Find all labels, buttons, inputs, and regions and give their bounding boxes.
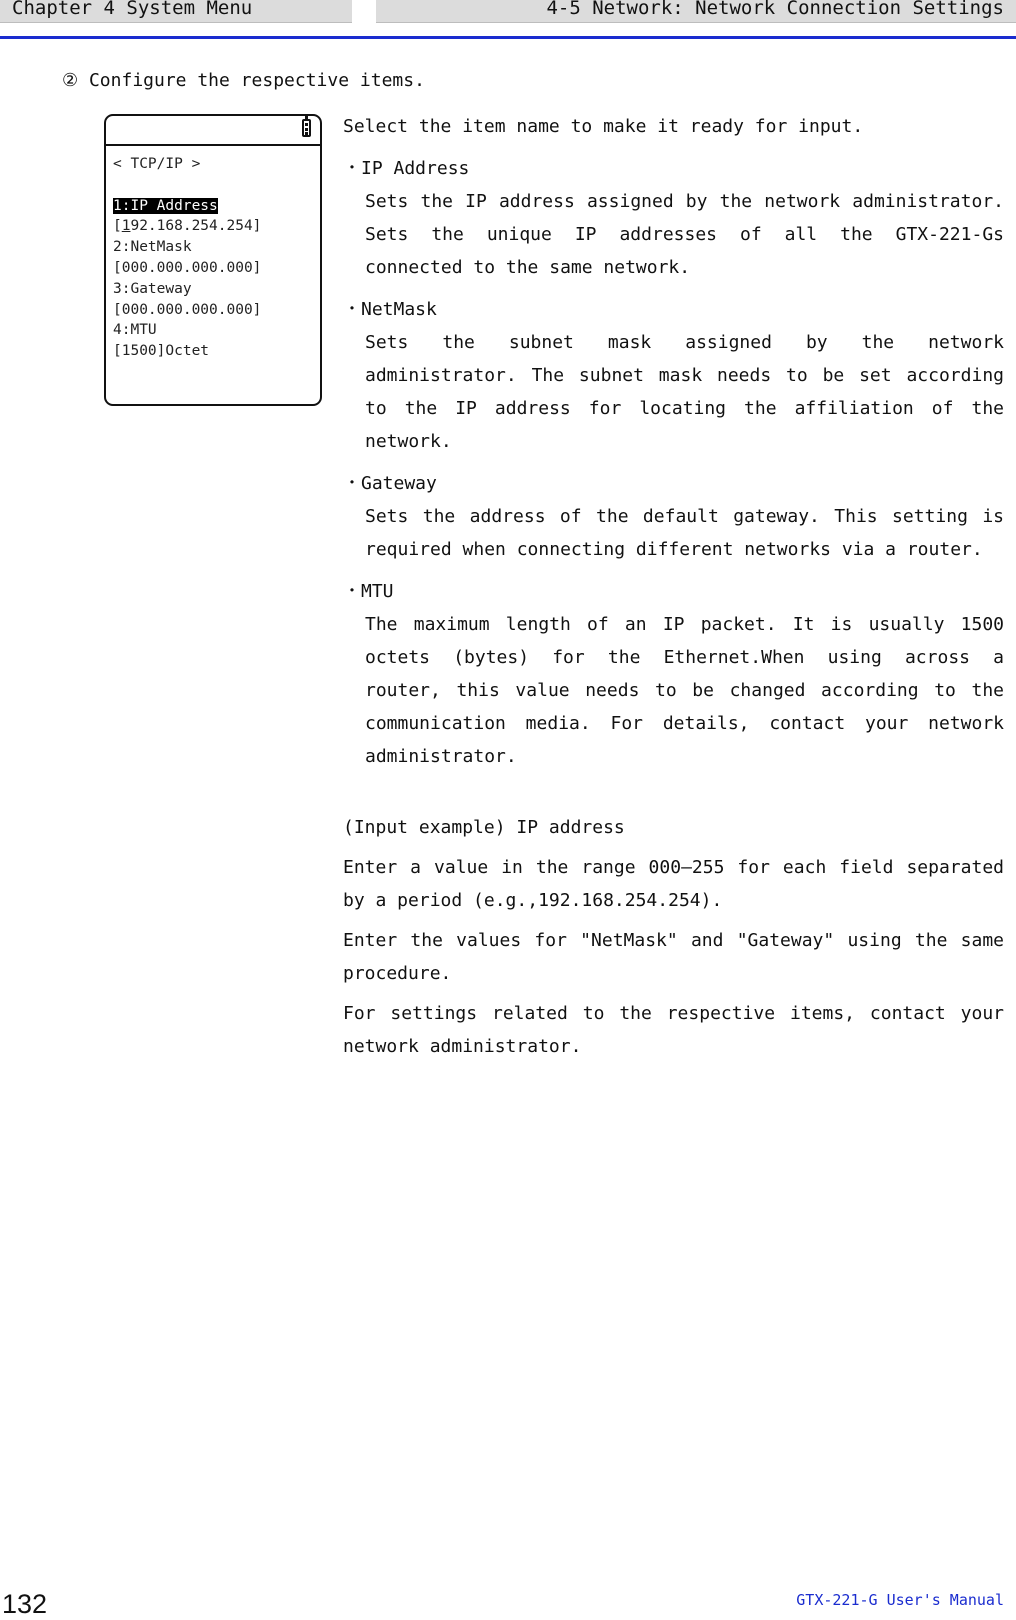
input-example-paragraph-1: Enter a value in the range 000–255 for each field separated by a period (e.g.,192.168.254.254). bbox=[343, 857, 1004, 911]
step-instruction: ② Configure the respective items. bbox=[62, 70, 425, 91]
header-left-tab bbox=[0, 0, 352, 23]
body-text bbox=[343, 110, 1004, 1063]
input-example-paragraph-2: Enter the values for "NetMask" and "Gateway" using the same procedure. bbox=[343, 930, 1004, 984]
gateway-heading: ・Gateway bbox=[343, 473, 437, 494]
intro-text: Select the item name to make it ready for input. bbox=[343, 116, 864, 137]
page-header bbox=[0, 0, 1016, 39]
mtu-heading: ・MTU bbox=[343, 581, 394, 602]
chapter-title: Chapter 4 System Menu bbox=[12, 0, 253, 19]
menu-item-netmask: 2:NetMask bbox=[113, 239, 192, 256]
menu-item-ip-address: 1:IP Address bbox=[113, 197, 218, 214]
section-title: 4-5 Network: Network Connection Settings bbox=[546, 0, 1004, 19]
device-status-bar bbox=[106, 116, 320, 146]
ip-address-heading: ・IP Address bbox=[343, 158, 470, 179]
ip-address-description: Sets the IP address assigned by the network administrator. Sets the unique IP addresses of all the GTX-221-Gs connected to the same network. bbox=[365, 191, 1004, 278]
input-example-heading: (Input example) IP address bbox=[343, 817, 625, 838]
gateway-description: Sets the address of the default gateway. This setting is required when connecting different networks via a router. bbox=[365, 506, 1004, 560]
gateway-value: [000.000.000.000] bbox=[113, 301, 262, 318]
input-cursor: 1 bbox=[121, 218, 131, 235]
menu-item-gateway: 3:Gateway bbox=[113, 280, 192, 297]
input-example-paragraph-3: For settings related to the respective items, contact your network administrator. bbox=[343, 1003, 1004, 1057]
spacer bbox=[343, 773, 1004, 811]
device-screen-text bbox=[113, 154, 261, 362]
netmask-value: [000.000.000.000] bbox=[113, 259, 262, 276]
manual-title: GTX-221-G User's Manual bbox=[796, 1591, 1004, 1609]
page-number: 132 bbox=[2, 1589, 48, 1619]
screen-title: < TCP/IP > bbox=[113, 156, 201, 172]
battery-icon bbox=[302, 119, 311, 137]
ip-value-bracket: [ bbox=[113, 218, 122, 235]
menu-item-mtu: 4:MTU bbox=[113, 322, 157, 339]
mtu-description: The maximum length of an IP packet. It is usually 1500 octets (bytes) for the Ethernet.When using across a router, this value needs to be changed according to the communication media. For details, contact your network administrator. bbox=[365, 614, 1004, 767]
mtu-value: [1500]Octet bbox=[113, 343, 210, 360]
header-right-tab bbox=[376, 0, 1016, 23]
device-screen-illustration bbox=[104, 114, 322, 406]
netmask-heading: ・NetMask bbox=[343, 299, 437, 320]
netmask-description: Sets the subnet mask assigned by the network administrator. The subnet mask needs to be set according to the IP address for locating the affiliation of the network. bbox=[365, 332, 1004, 452]
ip-value: 92.168.254.254] bbox=[130, 218, 262, 235]
